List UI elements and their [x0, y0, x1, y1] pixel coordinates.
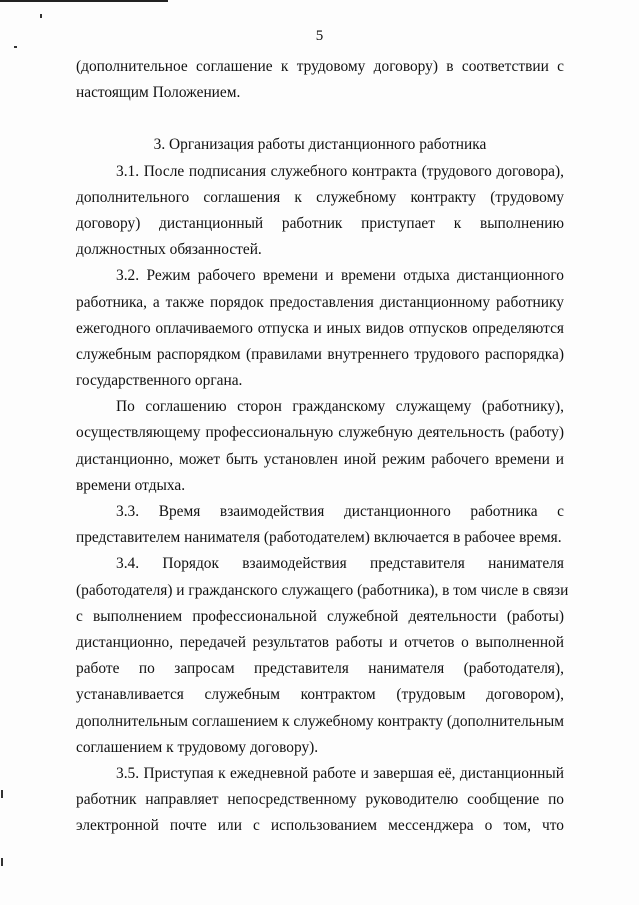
- document-body: [76, 54, 569, 839]
- text-line: настоящим Положением.: [76, 84, 241, 102]
- text-line: работника, а также порядок предоставления дистанционному работнику: [76, 293, 564, 311]
- text-line: По соглашению сторон гражданскому служащему (работнику),: [116, 398, 564, 416]
- text-line: осуществляющему профессиональную служебную деятельность (работу): [76, 424, 564, 442]
- text-line: должностных обязанностей.: [76, 241, 262, 259]
- paragraph: [76, 263, 564, 394]
- text-line: с выполнением профессиональной служебной деятельности (работы): [76, 607, 564, 625]
- text-line: соглашением к трудовому договору).: [76, 738, 319, 756]
- paragraph: [76, 499, 564, 551]
- text-line: дистанционно, передачей результатов работы и отчетов о выполненной: [76, 633, 564, 651]
- scan-speck: [14, 46, 17, 48]
- section-heading: 3. Организация работы дистанционного работника: [153, 136, 487, 154]
- paragraph: [76, 551, 569, 761]
- scan-edge-tick: [1, 790, 3, 798]
- section-gap: [76, 106, 564, 132]
- paragraph: [76, 761, 564, 840]
- paragraph: [76, 394, 564, 499]
- text-line: (дополнительное соглашение к трудовому договору) в соответствии с: [76, 58, 564, 75]
- text-line: 3.2. Режим рабочего времени и времени отдыха дистанционного: [116, 267, 564, 285]
- scan-speck: [40, 14, 42, 18]
- text-line: ежегодного оплачиваемого отпуска и иных видов отпусков определяются: [76, 319, 564, 337]
- text-line: договору) дистанционный работник приступает к выполнению: [76, 214, 564, 232]
- text-line: 3.5. Приступая к ежедневной работе и завершая её, дистанционный: [116, 764, 564, 782]
- text-line: 3.1. После подписания служебного контракта (трудового договора),: [116, 162, 564, 180]
- text-line: служебным распорядком (правилами внутреннего трудового распорядка): [76, 345, 564, 363]
- text-line: дополнительного соглашения к служебному контракту (трудовому: [76, 188, 564, 206]
- text-line: государственного органа.: [76, 372, 243, 390]
- scan-edge-line: [0, 0, 168, 2]
- text-line: дополнительным соглашением к служебному контракту (дополнительным: [76, 712, 564, 730]
- text-line: 3.4. Порядок взаимодействия представителя нанимателя: [116, 555, 564, 573]
- text-line: 3.3. Время взаимодействия дистанционного работника с: [116, 503, 564, 520]
- page-number: 5: [315, 28, 324, 44]
- text-line: времени отдыха.: [76, 476, 186, 494]
- paragraph: [76, 159, 564, 264]
- paragraph: [76, 54, 564, 106]
- scan-edge-tick: [1, 858, 3, 866]
- text-line: (работодателя) и гражданского служащего (работника), в том числе в связи: [76, 581, 569, 599]
- text-line: дистанционно, может быть установлен иной режим рабочего времени и: [76, 450, 564, 468]
- text-line: устанавливается служебным контрактом (трудовым договором),: [76, 686, 564, 704]
- text-line: работник направляет непосредственному руководителю сообщение по: [76, 791, 564, 809]
- text-line: работе по запросам представителя нанимателя (работодателя),: [76, 660, 564, 678]
- text-line: электронной почте или с использованием мессенджера о том, что: [76, 817, 564, 835]
- text-line: представителем нанимателя (работодателем) включается в рабочее время.: [76, 529, 562, 547]
